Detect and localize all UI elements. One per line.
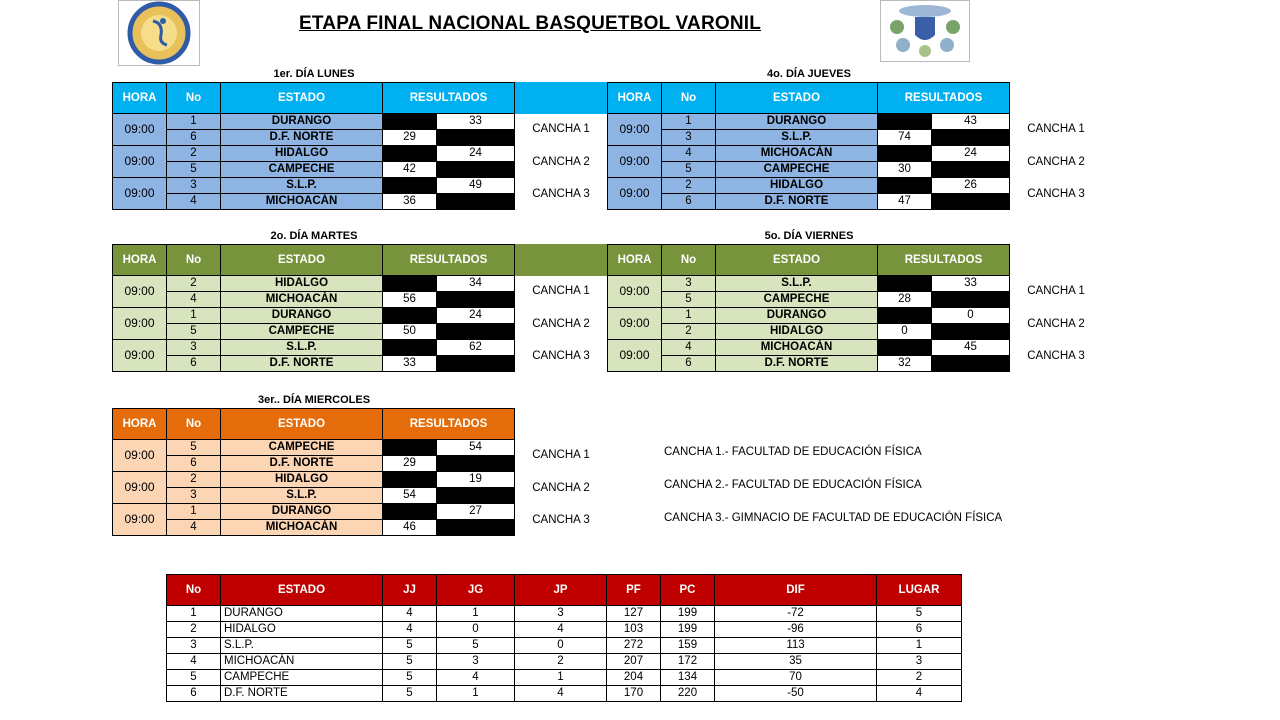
day-title: 3er.. DÍA MIERCOLES — [257, 394, 371, 406]
team-score: 50 — [383, 324, 437, 340]
team-number: 4 — [662, 340, 716, 356]
score-filler — [437, 488, 515, 504]
standings-row — [167, 638, 962, 654]
standings-cell: 4 — [437, 670, 515, 686]
header-no: No — [167, 245, 221, 276]
team-number: 5 — [167, 440, 221, 456]
team-number: 6 — [662, 356, 716, 372]
standings-cell: 6 — [877, 622, 962, 638]
standings-cell: 3 — [877, 654, 962, 670]
score-filler — [878, 114, 932, 130]
header-hora: HORA — [113, 83, 167, 114]
header-hora: HORA — [113, 409, 167, 440]
team-score: 43 — [932, 114, 1010, 130]
score-filler — [437, 520, 515, 536]
game-time: 09:00 — [113, 472, 167, 504]
team-name: CAMPECHE — [221, 324, 383, 340]
game-row — [113, 146, 515, 162]
team-score: 49 — [437, 178, 515, 194]
team-name: S.L.P. — [716, 276, 878, 292]
team-name: DURANGO — [716, 114, 878, 130]
team-score: 56 — [383, 292, 437, 308]
game-time: 09:00 — [608, 114, 662, 146]
game-row — [113, 440, 515, 456]
team-number: 5 — [662, 292, 716, 308]
game-row — [113, 114, 515, 130]
standings-cell: 1 — [877, 638, 962, 654]
score-filler — [878, 308, 932, 324]
team-score: 27 — [437, 504, 515, 520]
team-name: DURANGO — [221, 504, 383, 520]
score-filler — [437, 162, 515, 178]
court-label: CANCHA 3 — [532, 188, 590, 200]
team-number: 1 — [167, 504, 221, 520]
standings-cell: 220 — [661, 686, 715, 702]
team-name: MICHOACÁN — [221, 194, 383, 210]
score-filler — [383, 308, 437, 324]
header-estado: ESTADO — [716, 245, 878, 276]
header-estado: ESTADO — [221, 83, 383, 114]
game-row — [608, 114, 1010, 130]
standings-cell: 5 — [877, 606, 962, 622]
standings-cell: 272 — [607, 638, 661, 654]
team-number: 2 — [662, 324, 716, 340]
university-logo-right — [880, 0, 970, 62]
team-number: 1 — [167, 114, 221, 130]
standings-header-no: No — [167, 575, 221, 606]
team-name: CAMPECHE — [716, 162, 878, 178]
standings-header-pc: PC — [661, 575, 715, 606]
score-filler — [437, 130, 515, 146]
score-filler — [437, 292, 515, 308]
game-row — [608, 324, 1010, 340]
game-row — [113, 178, 515, 194]
team-number: 3 — [167, 340, 221, 356]
schedule-table — [607, 244, 1010, 372]
header-resultados: RESULTADOS — [878, 245, 1010, 276]
game-row — [113, 324, 515, 340]
header-estado: ESTADO — [716, 83, 878, 114]
standings-cell: 2 — [167, 622, 221, 638]
header-hora: HORA — [608, 245, 662, 276]
game-row — [608, 292, 1010, 308]
standings-cell: 1 — [437, 686, 515, 702]
team-number: 3 — [167, 178, 221, 194]
team-number: 4 — [167, 520, 221, 536]
team-name: S.L.P. — [221, 488, 383, 504]
schedule-table — [607, 82, 1010, 210]
team-name: CAMPECHE — [716, 292, 878, 308]
header-extension — [515, 244, 607, 276]
game-row — [608, 130, 1010, 146]
standings-cell: 2 — [877, 670, 962, 686]
game-row — [113, 194, 515, 210]
team-name: HIDALGO — [221, 146, 383, 162]
team-number: 5 — [167, 324, 221, 340]
game-row — [113, 520, 515, 536]
game-row — [608, 276, 1010, 292]
standings-cell: D.F. NORTE — [221, 686, 383, 702]
standings-cell: 35 — [715, 654, 877, 670]
game-time: 09:00 — [113, 340, 167, 372]
team-number: 2 — [167, 146, 221, 162]
game-time: 09:00 — [608, 146, 662, 178]
game-time: 09:00 — [113, 504, 167, 536]
standings-cell: -72 — [715, 606, 877, 622]
standings-row — [167, 622, 962, 638]
standings-cell: 134 — [661, 670, 715, 686]
standings-row — [167, 606, 962, 622]
game-row — [608, 340, 1010, 356]
game-time: 09:00 — [113, 440, 167, 472]
score-filler — [878, 178, 932, 194]
standings-cell: CAMPECHE — [221, 670, 383, 686]
game-time: 09:00 — [113, 276, 167, 308]
standings-cell: 3 — [515, 606, 607, 622]
team-name: HIDALGO — [716, 178, 878, 194]
score-filler — [383, 472, 437, 488]
header-resultados: RESULTADOS — [383, 245, 515, 276]
standings-cell: 0 — [515, 638, 607, 654]
standings-cell: 204 — [607, 670, 661, 686]
standings-cell: 172 — [661, 654, 715, 670]
score-filler — [878, 340, 932, 356]
game-time: 09:00 — [113, 178, 167, 210]
team-score: 24 — [437, 308, 515, 324]
court-label: CANCHA 3 — [1027, 350, 1085, 362]
team-name: S.L.P. — [221, 178, 383, 194]
team-number: 3 — [167, 488, 221, 504]
score-filler — [383, 276, 437, 292]
schedule-table — [112, 244, 515, 372]
score-filler — [932, 324, 1010, 340]
team-name: HIDALGO — [221, 276, 383, 292]
standings-cell: 4 — [167, 654, 221, 670]
score-filler — [932, 162, 1010, 178]
standings-cell: 170 — [607, 686, 661, 702]
standings-cell: 0 — [437, 622, 515, 638]
team-number: 6 — [167, 456, 221, 472]
standings-row — [167, 654, 962, 670]
header-no: No — [167, 409, 221, 440]
game-time: 09:00 — [113, 146, 167, 178]
team-number: 1 — [662, 308, 716, 324]
standings-cell: 127 — [607, 606, 661, 622]
team-score: 46 — [383, 520, 437, 536]
score-filler — [878, 146, 932, 162]
header-resultados: RESULTADOS — [878, 83, 1010, 114]
standings-cell: 5 — [383, 638, 437, 654]
standings-cell: 1 — [167, 606, 221, 622]
standings-cell: 5 — [383, 654, 437, 670]
court-label: CANCHA 1 — [532, 123, 590, 135]
team-number: 3 — [662, 276, 716, 292]
score-filler — [383, 340, 437, 356]
team-name: CAMPECHE — [221, 440, 383, 456]
standings-row — [167, 686, 962, 702]
standings-cell: 4 — [383, 606, 437, 622]
court-label: CANCHA 2 — [1027, 155, 1085, 168]
day-schedule-3 — [112, 394, 590, 536]
game-row — [113, 292, 515, 308]
standings-cell: -96 — [715, 622, 877, 638]
standings-cell: 207 — [607, 654, 661, 670]
standings-cell: S.L.P. — [221, 638, 383, 654]
team-score: 24 — [932, 146, 1010, 162]
team-name: CAMPECHE — [221, 162, 383, 178]
team-name: D.F. NORTE — [716, 356, 878, 372]
game-row — [608, 356, 1010, 372]
team-name: DURANGO — [716, 308, 878, 324]
team-number: 6 — [167, 356, 221, 372]
score-filler — [383, 146, 437, 162]
team-number: 6 — [662, 194, 716, 210]
court-label: CANCHA 1 — [532, 449, 590, 461]
game-row — [608, 162, 1010, 178]
team-name: MICHOACÁN — [716, 340, 878, 356]
header-hora: HORA — [113, 245, 167, 276]
standings-header-jj: JJ — [383, 575, 437, 606]
team-score: 54 — [437, 440, 515, 456]
score-filler — [878, 276, 932, 292]
standings-cell: 5 — [437, 638, 515, 654]
team-score: 28 — [878, 292, 932, 308]
court-label: CANCHA 3 — [532, 350, 590, 362]
court-label: CANCHA 2 — [1027, 317, 1085, 330]
header-resultados: RESULTADOS — [383, 83, 515, 114]
team-name: D.F. NORTE — [716, 194, 878, 210]
team-number: 5 — [167, 162, 221, 178]
standings-cell: 199 — [661, 622, 715, 638]
standings-cell: 5 — [383, 670, 437, 686]
score-filler — [932, 292, 1010, 308]
legend-cancha-3: CANCHA 3.- GIMNACIO DE FACULTAD DE EDUCACIÓN FÍSICA — [664, 512, 1003, 524]
game-time: 09:00 — [113, 114, 167, 146]
team-name: DURANGO — [221, 114, 383, 130]
day-schedule-2 — [112, 230, 590, 372]
standings-cell: 113 — [715, 638, 877, 654]
team-name: MICHOACÁN — [221, 292, 383, 308]
day-title: 5o. DÍA VIERNES — [764, 230, 854, 242]
team-score: 32 — [878, 356, 932, 372]
team-number: 4 — [167, 292, 221, 308]
standings-cell: HIDALGO — [221, 622, 383, 638]
standings-header-jp: JP — [515, 575, 607, 606]
legend-cancha-1: CANCHA 1.- FACULTAD DE EDUCACIÓN FÍSICA — [664, 446, 922, 458]
day-schedule-5 — [607, 230, 1085, 372]
court-label: CANCHA 2 — [532, 155, 590, 168]
team-name: MICHOACÁN — [221, 520, 383, 536]
standings-cell: 3 — [437, 654, 515, 670]
team-score: 0 — [878, 324, 932, 340]
team-score: 47 — [878, 194, 932, 210]
standings-cell: -50 — [715, 686, 877, 702]
court-label: CANCHA 1 — [1027, 285, 1085, 297]
score-filler — [383, 178, 437, 194]
header-no: No — [167, 83, 221, 114]
standings-header-estado: ESTADO — [221, 575, 383, 606]
team-score: 62 — [437, 340, 515, 356]
header-estado: ESTADO — [221, 409, 383, 440]
team-score: 30 — [878, 162, 932, 178]
score-filler — [437, 356, 515, 372]
game-row — [113, 456, 515, 472]
team-score: 74 — [878, 130, 932, 146]
team-number: 1 — [167, 308, 221, 324]
standings-cell: 6 — [167, 686, 221, 702]
team-number: 4 — [662, 146, 716, 162]
score-filler — [383, 114, 437, 130]
team-name: S.L.P. — [221, 340, 383, 356]
game-row — [113, 504, 515, 520]
standings-table — [166, 574, 962, 702]
game-row — [608, 178, 1010, 194]
header-no: No — [662, 245, 716, 276]
team-number: 1 — [662, 114, 716, 130]
team-score: 54 — [383, 488, 437, 504]
game-row — [608, 146, 1010, 162]
standings-cell: 2 — [515, 654, 607, 670]
court-label: CANCHA 2 — [532, 317, 590, 330]
game-time: 09:00 — [113, 308, 167, 340]
team-score: 33 — [383, 356, 437, 372]
game-row — [113, 162, 515, 178]
court-label: CANCHA 1 — [532, 285, 590, 297]
standings-cell: 70 — [715, 670, 877, 686]
game-row — [113, 488, 515, 504]
team-number: 6 — [167, 130, 221, 146]
day-title: 2o. DÍA MARTES — [270, 230, 358, 242]
standings-header-dif: DIF — [715, 575, 877, 606]
team-name: HIDALGO — [221, 472, 383, 488]
game-row — [113, 276, 515, 292]
day-schedule-1 — [112, 68, 590, 210]
team-name: D.F. NORTE — [221, 356, 383, 372]
game-time: 09:00 — [608, 340, 662, 372]
standings-cell: 199 — [661, 606, 715, 622]
score-filler — [932, 194, 1010, 210]
standings-cell: 159 — [661, 638, 715, 654]
team-number: 2 — [167, 276, 221, 292]
game-row — [113, 130, 515, 146]
score-filler — [932, 356, 1010, 372]
team-score: 45 — [932, 340, 1010, 356]
team-score: 33 — [437, 114, 515, 130]
day-schedule-4 — [607, 68, 1085, 210]
team-score: 0 — [932, 308, 1010, 324]
team-score: 19 — [437, 472, 515, 488]
team-name: D.F. NORTE — [221, 456, 383, 472]
score-filler — [437, 456, 515, 472]
header-estado: ESTADO — [221, 245, 383, 276]
header-no: No — [662, 83, 716, 114]
team-number: 5 — [662, 162, 716, 178]
team-name: DURANGO — [221, 308, 383, 324]
standings-header-lugar: LUGAR — [877, 575, 962, 606]
score-filler — [932, 130, 1010, 146]
standings-header-pf: PF — [607, 575, 661, 606]
game-row — [608, 194, 1010, 210]
team-name: S.L.P. — [716, 130, 878, 146]
court-label: CANCHA 3 — [532, 514, 590, 526]
schedule-table — [112, 408, 515, 536]
team-name: D.F. NORTE — [221, 130, 383, 146]
team-score: 42 — [383, 162, 437, 178]
score-filler — [437, 324, 515, 340]
team-number: 2 — [167, 472, 221, 488]
standings-cell: DURANGO — [221, 606, 383, 622]
team-score: 33 — [932, 276, 1010, 292]
day-title: 1er. DÍA LUNES — [273, 68, 355, 80]
game-time: 09:00 — [608, 178, 662, 210]
team-score: 36 — [383, 194, 437, 210]
standings-header-jg: JG — [437, 575, 515, 606]
game-time: 09:00 — [608, 308, 662, 340]
legend-cancha-2: CANCHA 2.- FACULTAD DE EDUCACIÓN FÍSICA — [664, 479, 922, 491]
team-score: 26 — [932, 178, 1010, 194]
team-name: HIDALGO — [716, 324, 878, 340]
header-hora: HORA — [608, 83, 662, 114]
team-number: 4 — [167, 194, 221, 210]
team-name: MICHOACÁN — [716, 146, 878, 162]
header-extension — [515, 82, 607, 114]
court-label: CANCHA 3 — [1027, 188, 1085, 200]
court-label: CANCHA 2 — [532, 481, 590, 494]
score-filler — [437, 194, 515, 210]
game-row — [113, 356, 515, 372]
standings-row — [167, 670, 962, 686]
standings-cell: 5 — [383, 686, 437, 702]
event-logo-left — [118, 0, 200, 66]
page-title: ETAPA FINAL NACIONAL BASQUETBOL VARONIL — [299, 13, 762, 34]
schedule-table — [112, 82, 515, 210]
standings-cell: MICHOACÁN — [221, 654, 383, 670]
game-row — [113, 340, 515, 356]
team-score: 34 — [437, 276, 515, 292]
team-number: 2 — [662, 178, 716, 194]
game-row — [113, 472, 515, 488]
standings-cell: 3 — [167, 638, 221, 654]
score-filler — [383, 440, 437, 456]
day-title: 4o. DÍA JUEVES — [767, 68, 851, 80]
standings-cell: 4 — [877, 686, 962, 702]
team-number: 3 — [662, 130, 716, 146]
game-row — [113, 308, 515, 324]
team-score: 29 — [383, 130, 437, 146]
game-row — [608, 308, 1010, 324]
team-score: 29 — [383, 456, 437, 472]
standings-cell: 4 — [515, 622, 607, 638]
team-score: 24 — [437, 146, 515, 162]
standings-cell: 1 — [515, 670, 607, 686]
score-filler — [383, 504, 437, 520]
standings-cell: 4 — [515, 686, 607, 702]
standings-cell: 1 — [437, 606, 515, 622]
game-time: 09:00 — [608, 276, 662, 308]
court-label: CANCHA 1 — [1027, 123, 1085, 135]
header-resultados: RESULTADOS — [383, 409, 515, 440]
standings-cell: 4 — [383, 622, 437, 638]
standings-cell: 5 — [167, 670, 221, 686]
standings-cell: 103 — [607, 622, 661, 638]
